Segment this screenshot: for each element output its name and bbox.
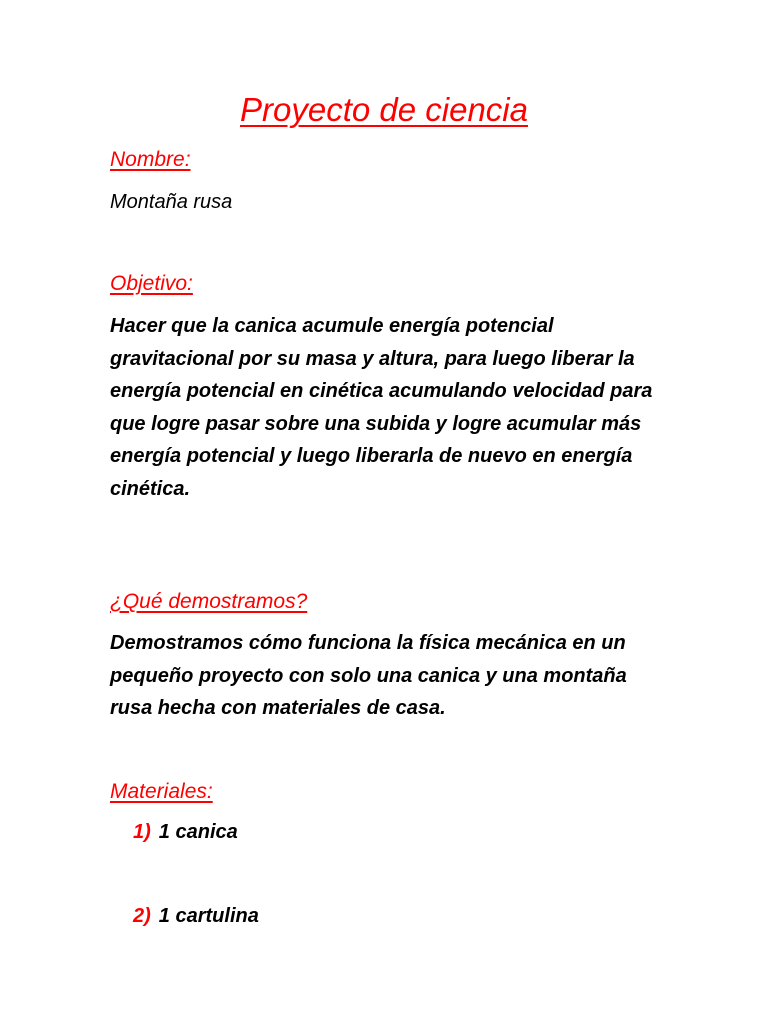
section-heading-nombre: Nombre: <box>110 148 191 171</box>
page-title: Proyecto de ciencia <box>240 91 528 128</box>
section-text-objetivo: Hacer que la canica acumule energía potencial gravitacional por su masa y altura, para luego liberar la energía potencial en cinética acumulando velocidad para que logre pasar sobre una subida y logre acumular más energía potencial y luego liberarla de nuevo en energía cinética. <box>110 315 653 500</box>
section-text-nombre: Montaña rusa <box>110 191 233 213</box>
list-item-number: 1) <box>133 821 151 843</box>
list-item-number: 2) <box>133 905 151 927</box>
list-item <box>133 818 238 846</box>
section-heading-demostramos: ¿Qué demostramos? <box>110 590 308 613</box>
list-item-text: 1 cartulina <box>158 905 259 927</box>
section-heading-objetivo: Objetivo: <box>110 272 193 295</box>
list-item-text: 1 canica <box>158 821 238 843</box>
list-item <box>133 902 259 930</box>
section-text-demostramos: Demostramos cómo funciona la física mecánica en un pequeño proyecto con solo una canica y una montaña rusa hecha con materiales de casa. <box>110 632 627 719</box>
section-heading-materiales: Materiales: <box>110 780 213 803</box>
